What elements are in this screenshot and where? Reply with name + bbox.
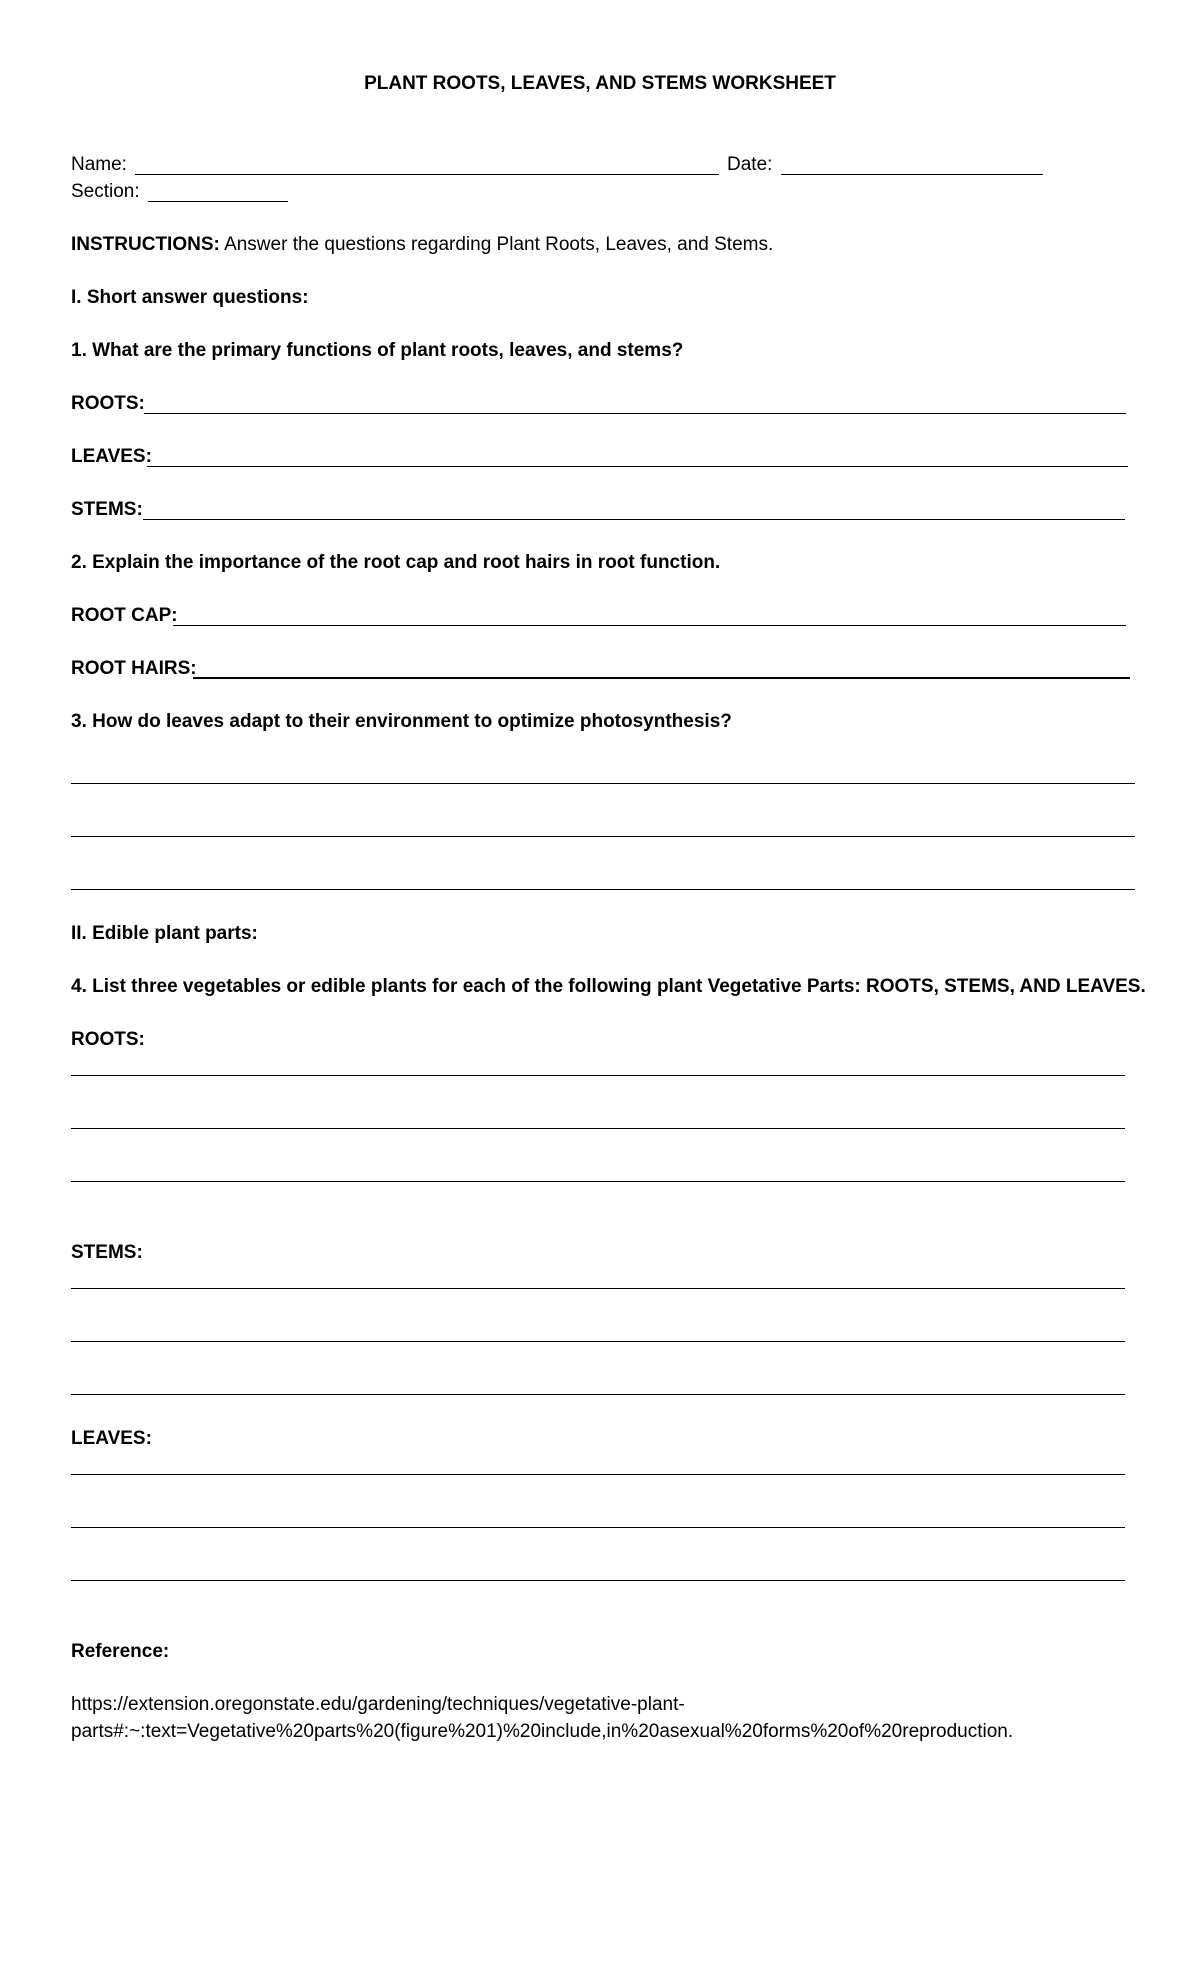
instructions bbox=[71, 233, 773, 257]
section-label: Section: bbox=[71, 181, 140, 202]
q4-leaves-label: LEAVES: bbox=[71, 1428, 152, 1449]
part1-heading: I. Short answer questions: bbox=[71, 287, 309, 308]
reference-url-line-1[interactable]: https://extension.oregonstate.edu/gardening/techniques/vegetative-plant- bbox=[71, 1694, 685, 1715]
worksheet-title: PLANT ROOTS, LEAVES, AND STEMS WORKSHEET bbox=[364, 73, 836, 94]
q1-roots-answer-line[interactable] bbox=[144, 413, 1126, 414]
q1-leaves-answer-line[interactable] bbox=[147, 466, 1128, 467]
q2-root-cap-label: ROOT CAP: bbox=[71, 605, 178, 626]
q1-stems-label: STEMS: bbox=[71, 499, 143, 520]
q3-answer-line-2[interactable] bbox=[71, 836, 1135, 837]
q4-leaves-answer-line-1[interactable] bbox=[71, 1474, 1125, 1475]
question-3: 3. How do leaves adapt to their environment to optimize photosynthesis? bbox=[71, 711, 732, 732]
q4-roots-answer-line-1[interactable] bbox=[71, 1075, 1125, 1076]
q4-roots-answer-line-3[interactable] bbox=[71, 1181, 1125, 1182]
name-blank[interactable] bbox=[135, 174, 719, 175]
q4-leaves-answer-line-3[interactable] bbox=[71, 1580, 1125, 1581]
q1-roots-label: ROOTS: bbox=[71, 393, 145, 414]
instructions-label: INSTRUCTIONS: bbox=[71, 234, 220, 255]
q4-leaves-answer-line-2[interactable] bbox=[71, 1527, 1125, 1528]
q4-stems-answer-line-1[interactable] bbox=[71, 1288, 1125, 1289]
q3-answer-line-3[interactable] bbox=[71, 889, 1135, 890]
section-blank[interactable] bbox=[148, 201, 288, 202]
q3-answer-line-1[interactable] bbox=[71, 783, 1135, 784]
q2-root-hairs-answer-line[interactable] bbox=[193, 677, 1130, 679]
reference-url-line-2[interactable]: parts#:~:text=Vegetative%20parts%20(figure%201)%20include,in%20asexual%20forms%20of%20reproduction. bbox=[71, 1721, 1014, 1742]
q1-leaves-label: LEAVES: bbox=[71, 446, 152, 467]
q4-stems-label: STEMS: bbox=[71, 1242, 143, 1263]
q2-root-cap-answer-line[interactable] bbox=[173, 625, 1126, 626]
instructions-text: Answer the questions regarding Plant Roots, Leaves, and Stems. bbox=[224, 234, 774, 255]
q4-stems-answer-line-3[interactable] bbox=[71, 1394, 1125, 1395]
q4-stems-answer-line-2[interactable] bbox=[71, 1341, 1125, 1342]
date-label: Date: bbox=[727, 154, 773, 175]
reference-heading: Reference: bbox=[71, 1641, 170, 1662]
name-label: Name: bbox=[71, 154, 127, 175]
question-4: 4. List three vegetables or edible plants for each of the following plant Vegetative Parts: ROOTS, STEMS, AND LEAVES. bbox=[71, 976, 1146, 997]
question-1: 1. What are the primary functions of plant roots, leaves, and stems? bbox=[71, 340, 684, 361]
part2-heading: II. Edible plant parts: bbox=[71, 923, 258, 944]
date-blank[interactable] bbox=[781, 174, 1043, 175]
q2-root-hairs-label: ROOT HAIRS: bbox=[71, 658, 197, 679]
question-2: 2. Explain the importance of the root cap and root hairs in root function. bbox=[71, 552, 721, 573]
q1-stems-answer-line[interactable] bbox=[143, 519, 1125, 520]
q4-roots-label: ROOTS: bbox=[71, 1029, 145, 1050]
q4-roots-answer-line-2[interactable] bbox=[71, 1128, 1125, 1129]
